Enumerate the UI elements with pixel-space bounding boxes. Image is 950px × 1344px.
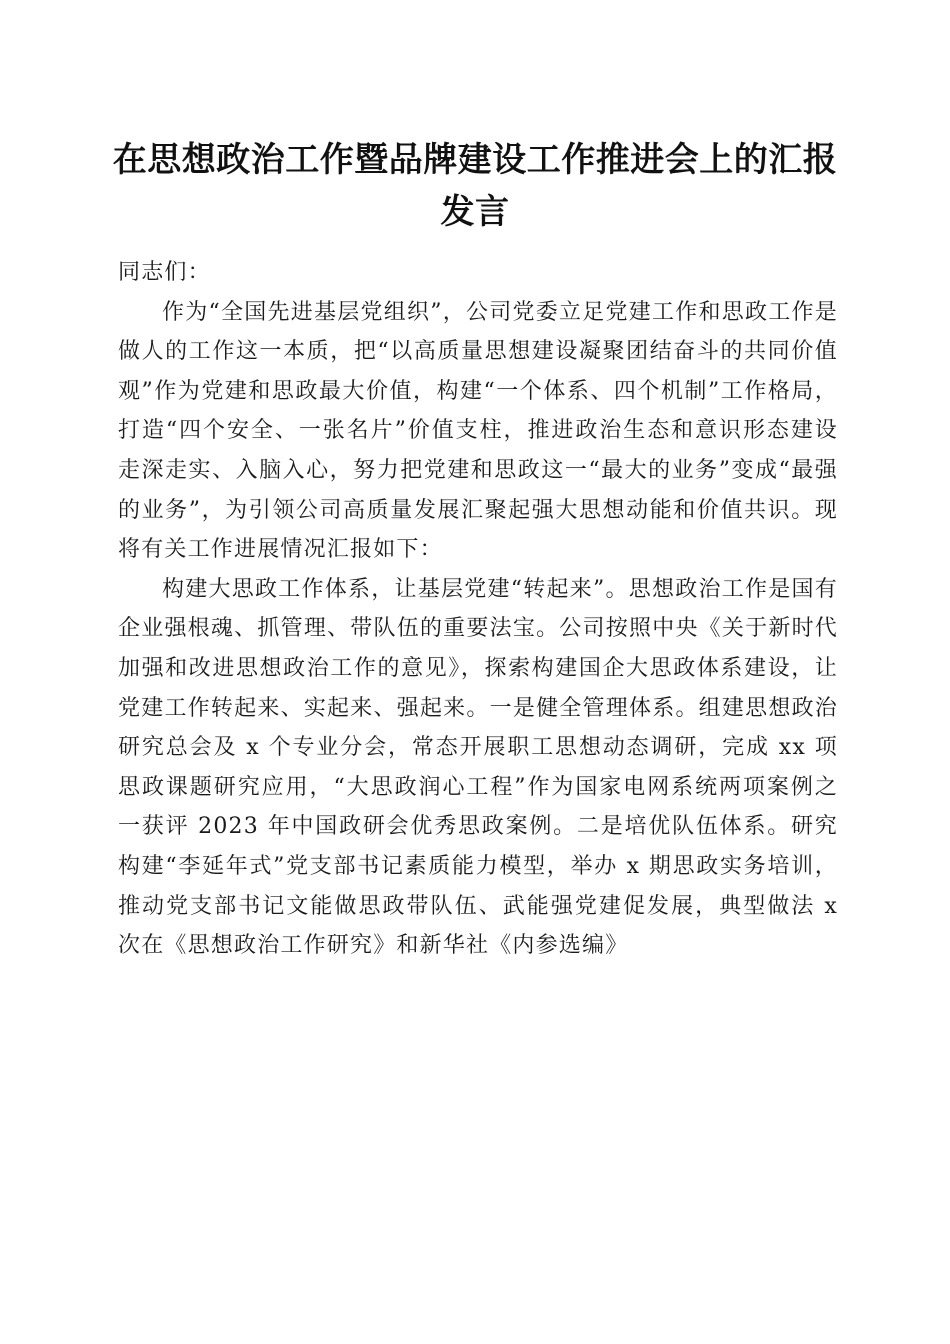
paragraph-1: 作为“全国先进基层党组织”，公司党委立足党建工作和思政工作是做人的工作这一本质，把“以高质量思想建设凝聚团结奋斗的共同价值观”作为党建和思政最大价值，构建“一个体系、四个机制”工作格局，打造“四个安全、一张名片”价值支柱，推进政治生态和意识形态建设走深走实、入脑入心，努力把党建和思政这一“最大的业务”变成“最强的业务”，为引领公司高质量发展汇聚起强大思想动能和价值共识。现将有关工作进展情况汇报如下： (118, 299, 838, 563)
document-title: 在思想政治工作暨品牌建设工作推进会上的汇报发言 (112, 140, 838, 232)
paragraph-2: 构建大思政工作体系，让基层党建“转起来”。思想政治工作是国有企业强根魂、抓管理、带队伍的重要法宝。公司按照中央《关于新时代加强和改进思想政治工作的意见》，探索构建国企大思政体系建设，让党建工作转起来、实起来、强起来。一是健全管理体系。组建思想政治研究总会及 x 个专业分会，常态开展职工思想动态调研，完成 xx 项思政课题研究应用，“大思政润心工程”作为国家电网系统两项案例之一获评 2023 年中国政研会优秀思政案例。二是培优队伍体系。研究构建“李延年式”党支部书记素质能力模型，举办 x 期思政实务培训，推动党支部书记文能做思政带队伍、武能强党建促发展，典型做法 x 次在《思想政治工作研究》和新华社《内参选编》 (118, 576, 838, 959)
document-body (118, 253, 838, 966)
salutation: 同志们： (118, 260, 211, 285)
